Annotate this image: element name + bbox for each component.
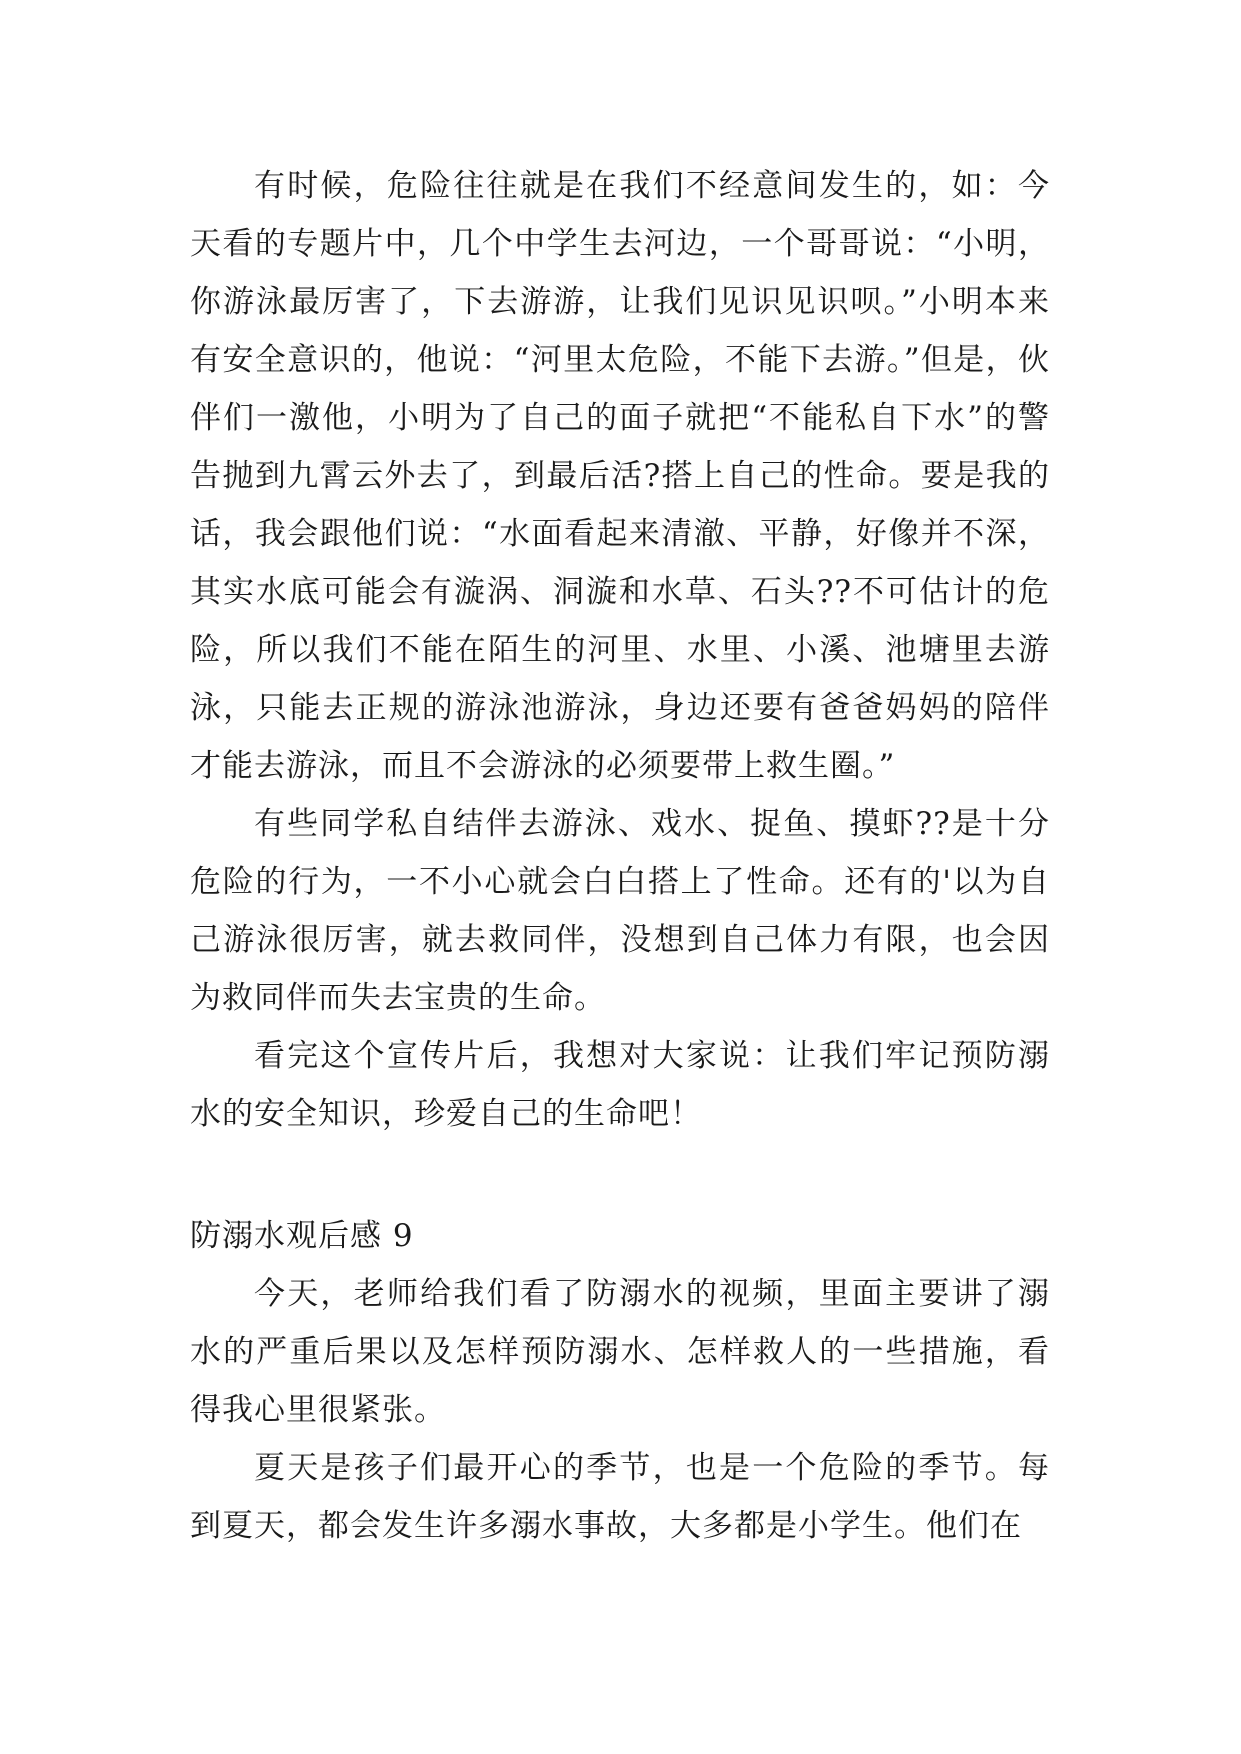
essay-section-previous [190,157,1050,1143]
paragraph: 今天，老师给我们看了防溺水的视频，里面主要讲了溺水的严重后果以及怎样预防溺水、怎样救人的一些措施，看得我心里很紧张。 [190,1276,1050,1428]
paragraph: 看完这个宣传片后，我想对大家说：让我们牢记预防溺水的安全知识，珍爱自己的生命吧！ [190,1038,1050,1132]
paragraph: 夏天是孩子们最开心的季节，也是一个危险的季节。每到夏天，都会发生许多溺水事故，大多都是小学生。他们在 [190,1450,1050,1544]
paragraph: 有时候，危险往往就是在我们不经意间发生的，如：今天看的专题片中，几个中学生去河边，一个哥哥说：“小明，你游泳最厉害了，下去游游，让我们见识见识呗。”小明本来有安全意识的，他说：“河里太危险，不能下去游。”但是，伙伴们一激他，小明为了自己的面子就把“不能私自下水”的警告抛到九霄云外去了，到最后活?搭上自己的性命。要是我的话，我会跟他们说：“水面看起来清澈、平静，好像并不深，其实水底可能会有漩涡、洞漩和水草、石头??不可估计的危险，所以我们不能在陌生的河里、水里、小溪、池塘里去游泳，只能去正规的游泳池游泳，身边还要有爸爸妈妈的陪伴才能去游泳，而且不会游泳的必须要带上救生圈。” [190,168,1050,784]
section-heading: 防溺水观后感 9 [190,1218,414,1254]
paragraph: 有些同学私自结伴去游泳、戏水、捉鱼、摸虾??是十分危险的行为，一不小心就会白白搭上了性命。还有的'以为自己游泳很厉害，就去救同伴，没想到自己体力有限，也会因为救同伴而失去宝贵的生命。 [190,806,1050,1016]
essay-section-9 [190,1207,1050,1555]
